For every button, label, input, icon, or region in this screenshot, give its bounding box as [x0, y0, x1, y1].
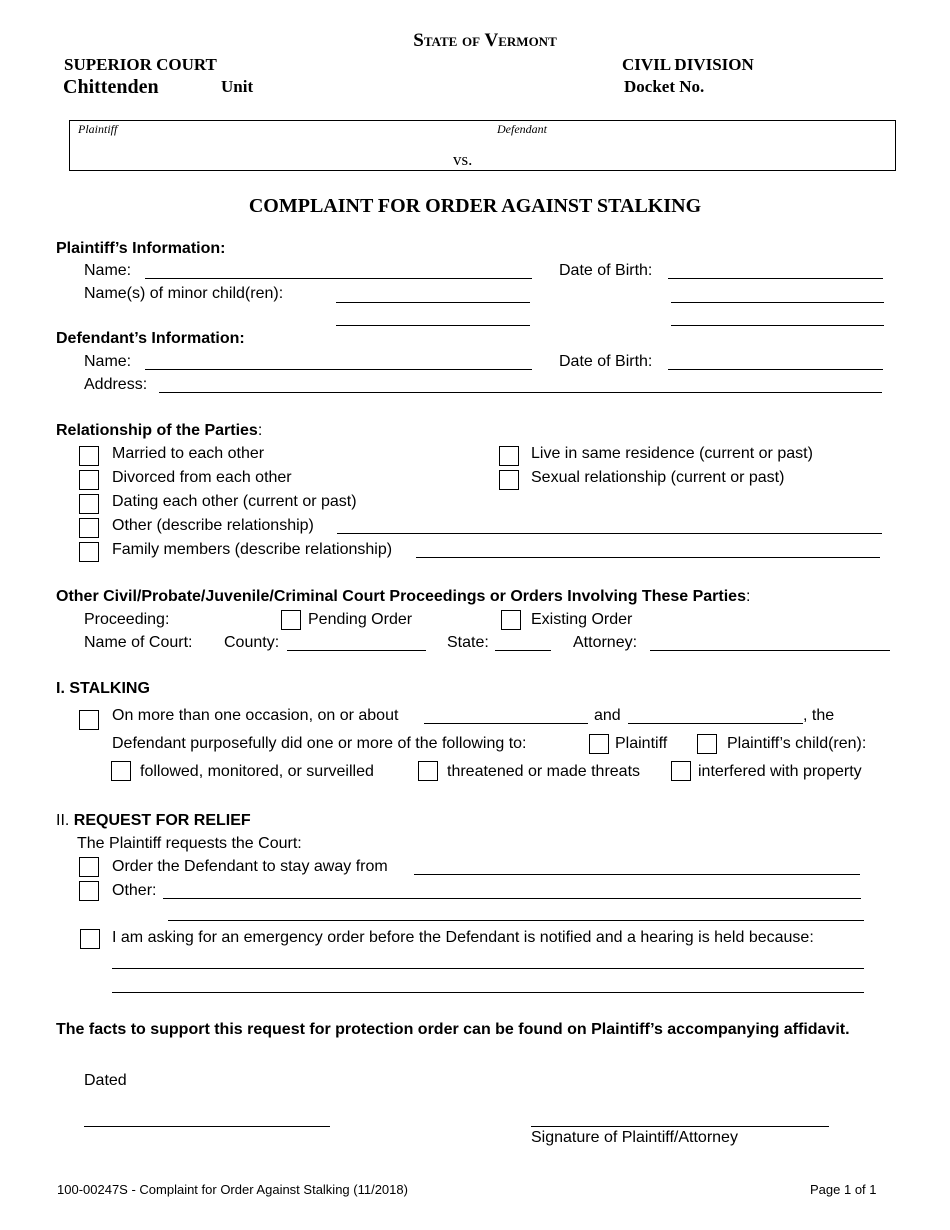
facts-statement: The facts to support this request for protection order can be found on Plaintiff’s accompanying affidavit.: [56, 1021, 850, 1038]
dating-label: Dating each other (current or past): [112, 493, 357, 510]
other-relief-field-2[interactable]: [168, 920, 864, 921]
sexual-relationship-checkbox[interactable]: [499, 470, 519, 490]
relief-heading: [56, 812, 251, 830]
target-children-label: Plaintiff’s child(ren):: [727, 735, 867, 752]
threatened-checkbox[interactable]: [418, 761, 438, 781]
superior-court-label: SUPERIOR COURT: [64, 55, 217, 74]
defendant-name-field[interactable]: [145, 369, 532, 370]
existing-order-checkbox[interactable]: [501, 610, 521, 630]
state-heading: State of Vermont: [413, 30, 557, 51]
same-residence-label: Live in same residence (current or past): [531, 445, 813, 462]
versus-label: vs.: [453, 150, 473, 169]
other-relief-field-1[interactable]: [163, 898, 861, 899]
stalking-checkbox[interactable]: [79, 710, 99, 730]
form-id-footer: 100-00247S - Complaint for Order Against Stalking (11/2018): [57, 1182, 408, 1197]
dating-checkbox[interactable]: [79, 494, 99, 514]
county-field[interactable]: [287, 650, 426, 651]
stay-away-checkbox[interactable]: [79, 857, 99, 877]
signature-label: Signature of Plaintiff/Attorney: [531, 1129, 738, 1146]
proceeding-label: Proceeding:: [84, 611, 170, 628]
pending-order-label: Pending Order: [308, 611, 413, 628]
pending-order-checkbox[interactable]: [281, 610, 301, 630]
defendant-name-label: Name:: [84, 353, 132, 370]
attorney-field[interactable]: [650, 650, 890, 651]
emergency-order-label: I am asking for an emergency order before the Defendant is notified and a hearing is held because:: [112, 929, 814, 946]
plaintiff-dob-field[interactable]: [668, 278, 883, 279]
plaintiff-dob-label: Date of Birth:: [559, 262, 653, 279]
relief-heading-roman: II.: [56, 812, 70, 829]
emergency-reason-field-1[interactable]: [112, 968, 864, 969]
sexual-relationship-label: Sexual relationship (current or past): [531, 469, 785, 486]
unit-label: Unit: [221, 77, 254, 96]
followed-checkbox[interactable]: [111, 761, 131, 781]
plaintiff-caption-label: Plaintiff: [78, 122, 118, 136]
married-label: Married to each other: [112, 445, 265, 462]
stalking-purpose-text: Defendant purposefully did one or more of the following to:: [112, 735, 527, 752]
civil-division-label: CIVIL DIVISION: [622, 55, 754, 74]
defendant-dob-label: Date of Birth:: [559, 353, 653, 370]
other-proceedings-heading-text: Other Civil/Probate/Juvenile/Criminal Court Proceedings or Orders Involving These Parties: [56, 588, 746, 605]
case-caption-box[interactable]: [69, 120, 896, 171]
signature-field[interactable]: [531, 1126, 829, 1127]
dated-label: Dated: [84, 1072, 127, 1089]
same-residence-checkbox[interactable]: [499, 446, 519, 466]
stalking-date-from-field[interactable]: [424, 723, 588, 724]
stalking-date-to-field[interactable]: [628, 723, 803, 724]
page-title: COMPLAINT FOR ORDER AGAINST STALKING: [248, 195, 702, 217]
date-field[interactable]: [84, 1126, 330, 1127]
plaintiff-info-heading: Plaintiff’s Information:: [56, 240, 226, 257]
plaintiff-name-field[interactable]: [145, 278, 532, 279]
other-proceedings-heading: Other Civil/Probate/Juvenile/Criminal Court Proceedings or Orders Involving These Parties:: [56, 588, 751, 605]
stalking-the-text: , the: [803, 707, 835, 724]
interfered-checkbox[interactable]: [671, 761, 691, 781]
married-checkbox[interactable]: [79, 446, 99, 466]
relief-heading-text: REQUEST FOR RELIEF: [73, 812, 251, 829]
minor-child-dob-field-2[interactable]: [671, 325, 884, 326]
other-relationship-label: Other (describe relationship): [112, 517, 314, 534]
plaintiff-name-label: Name:: [84, 262, 132, 279]
interfered-label: interfered with property: [698, 763, 862, 780]
page-number: Page 1 of 1: [810, 1182, 877, 1197]
minor-child-dob-field-1[interactable]: [671, 302, 884, 303]
family-members-field[interactable]: [416, 557, 880, 558]
other-relationship-checkbox[interactable]: [79, 518, 99, 538]
defendant-address-field[interactable]: [159, 392, 882, 393]
relationship-heading-text: Relationship of the Parties: [56, 422, 258, 439]
followed-label: followed, monitored, or surveilled: [140, 763, 374, 780]
attorney-label: Attorney:: [573, 634, 638, 651]
divorced-label: Divorced from each other: [112, 469, 292, 486]
family-members-label: Family members (describe relationship): [112, 541, 393, 558]
stay-away-field[interactable]: [414, 874, 860, 875]
relationship-heading: Relationship of the Parties:: [56, 422, 263, 439]
target-children-checkbox[interactable]: [697, 734, 717, 754]
emergency-reason-field-2[interactable]: [112, 992, 864, 993]
minor-child-name-field-1[interactable]: [336, 302, 530, 303]
stalking-heading: I. STALKING: [56, 680, 150, 697]
other-relief-checkbox[interactable]: [79, 881, 99, 901]
divorced-checkbox[interactable]: [79, 470, 99, 490]
stalking-and-text: and: [594, 707, 621, 724]
defendant-dob-field[interactable]: [668, 369, 883, 370]
stay-away-label: Order the Defendant to stay away from: [112, 858, 388, 875]
defendant-info-heading: Defendant’s Information:: [56, 330, 245, 347]
minor-child-name-field-2[interactable]: [336, 325, 530, 326]
emergency-order-checkbox[interactable]: [80, 929, 100, 949]
unit-name: Chittenden: [63, 76, 159, 98]
target-plaintiff-label: Plaintiff: [615, 735, 668, 752]
threatened-label: threatened or made threats: [447, 763, 641, 780]
relief-intro: The Plaintiff requests the Court:: [77, 835, 302, 852]
docket-label: Docket No.: [624, 77, 705, 96]
target-plaintiff-checkbox[interactable]: [589, 734, 609, 754]
state-field[interactable]: [495, 650, 551, 651]
defendant-caption-label: Defendant: [497, 122, 547, 136]
existing-order-label: Existing Order: [531, 611, 633, 628]
defendant-address-label: Address:: [84, 376, 148, 393]
other-relief-label: Other:: [112, 882, 157, 899]
minor-children-label: Name(s) of minor child(ren):: [84, 285, 284, 302]
other-relationship-field[interactable]: [337, 533, 882, 534]
family-members-checkbox[interactable]: [79, 542, 99, 562]
name-of-court-label: Name of Court:: [84, 634, 193, 651]
stalking-occasion-text: On more than one occasion, on or about: [112, 707, 399, 724]
county-label: County:: [224, 634, 280, 651]
state-label: State:: [447, 634, 489, 651]
